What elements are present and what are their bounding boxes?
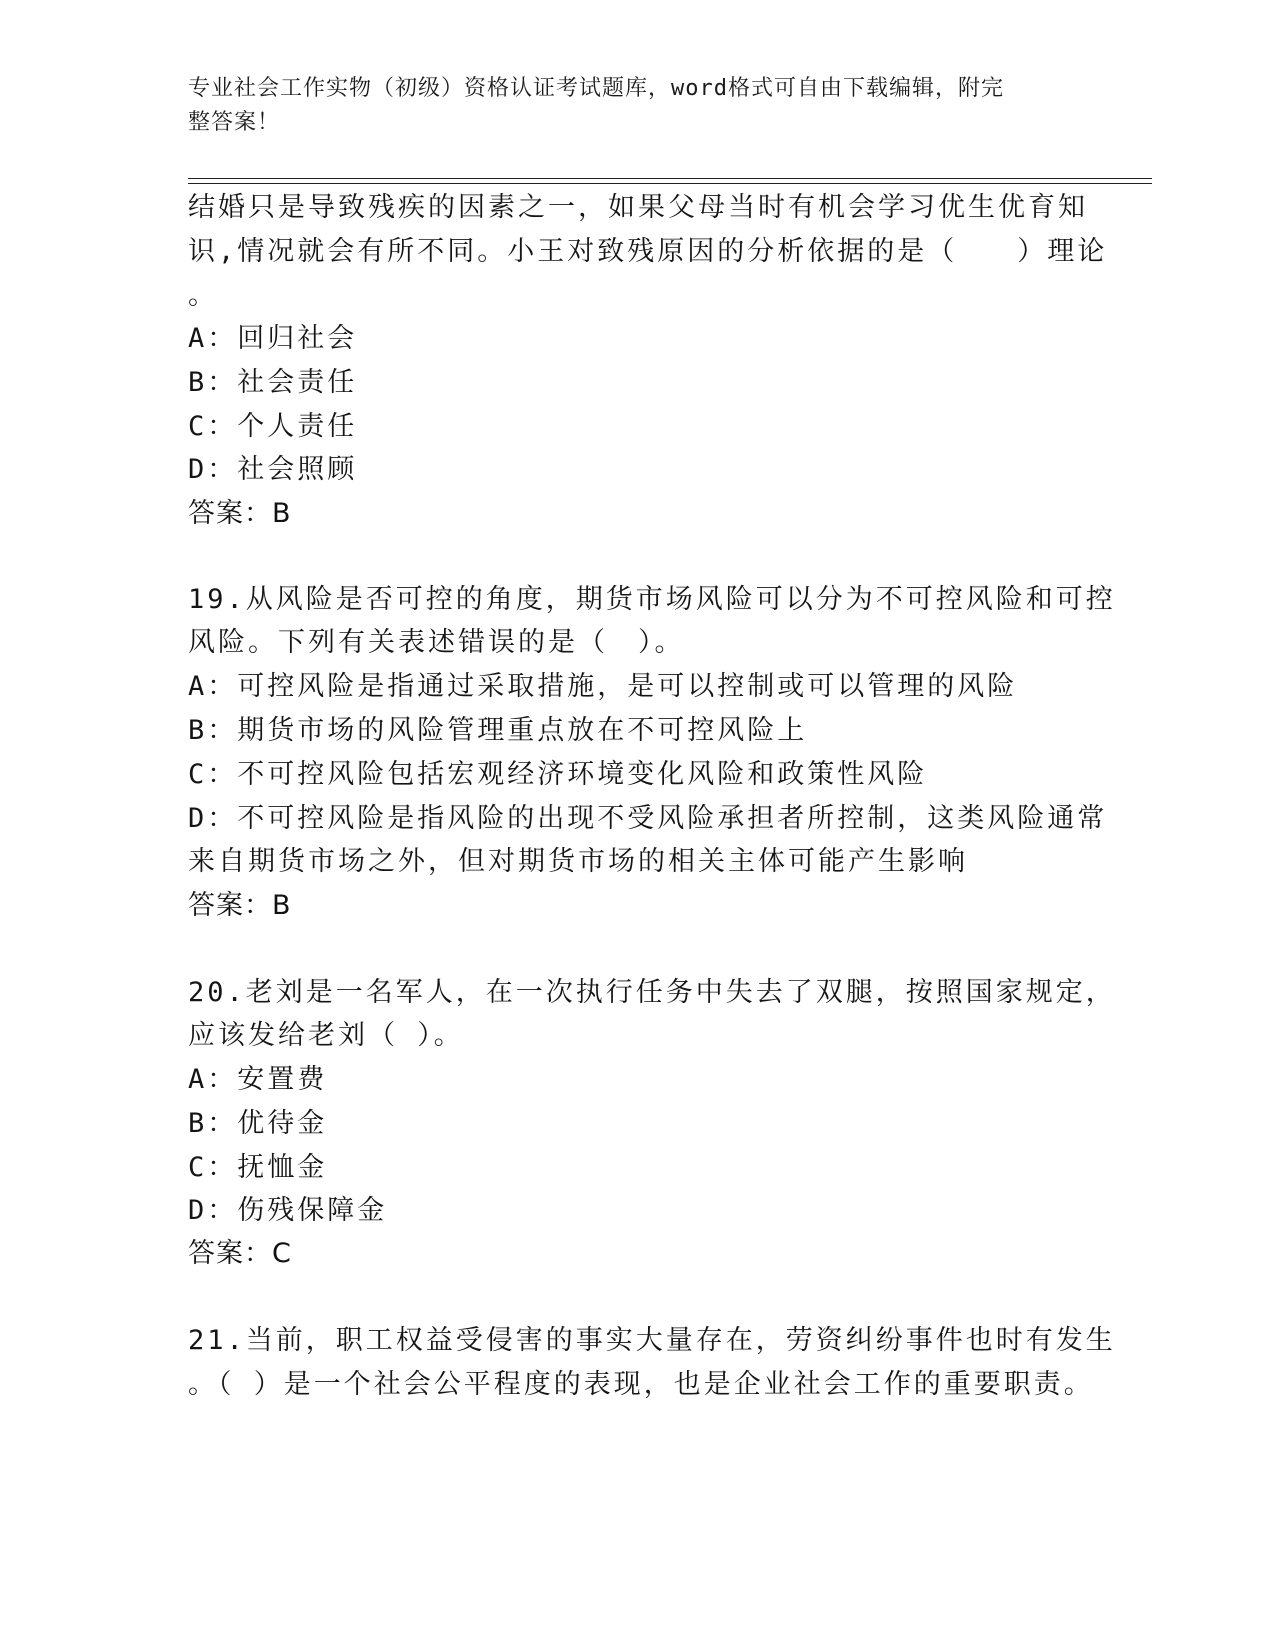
option-b: B：期货市场的风险管理重点放在不可控风险上 bbox=[188, 715, 808, 746]
question-text-line: 21.当前，职工权益受侵害的事实大量存在，劳资纠纷事件也时有发生 bbox=[188, 1325, 1116, 1356]
option-a: A：可控风险是指通过采取措施，是可以控制或可以管理的风险 bbox=[188, 671, 1018, 702]
option-d: D：伤残保障金 bbox=[188, 1195, 388, 1226]
header-line-2: 整答案！ bbox=[188, 110, 281, 135]
question-text-line: 风险。下列有关表述错误的是（ ）。 bbox=[188, 627, 685, 658]
option-c: C：抚恤金 bbox=[188, 1152, 328, 1183]
option-a: A：回归社会 bbox=[188, 323, 358, 354]
question-text-line: 结婚只是导致残疾的因素之一，如果父母当时有机会学习优生优育知 bbox=[188, 192, 1088, 223]
option-c: C：个人责任 bbox=[188, 411, 358, 442]
page-header bbox=[188, 72, 1088, 140]
header-divider-bottom bbox=[188, 183, 1152, 184]
question-text-line: 20.老刘是一名军人，在一次执行任务中失去了双腿，按照国家规定， bbox=[188, 977, 1116, 1008]
option-c: C：不可控风险包括宏观经济环境变化风险和政策性风险 bbox=[188, 759, 928, 790]
option-d: D：不可控风险是指风险的出现不受风险承担者所控制，这类风险通常 bbox=[188, 803, 1108, 834]
header-divider-top bbox=[188, 178, 1152, 179]
question-text-line: 识,情况就会有所不同。小王对致残原因的分析依据的是（ ）理论 bbox=[188, 236, 1108, 267]
option-b: B：社会责任 bbox=[188, 367, 358, 398]
answer-label: 答案：B bbox=[188, 498, 292, 529]
option-d-continued: 来自期货市场之外，但对期货市场的相关主体可能产生影响 bbox=[188, 846, 968, 877]
question-text-line: 应该发给老刘（ ）。 bbox=[188, 1020, 464, 1051]
option-a: A：安置费 bbox=[188, 1064, 328, 1095]
option-d: D：社会照顾 bbox=[188, 454, 358, 485]
header-line-1: 专业社会工作实物（初级）资格认证考试题库，word格式可自由下载编辑，附完 bbox=[188, 76, 1004, 101]
answer-label: 答案：C bbox=[188, 1238, 292, 1269]
question-text-line: 。 bbox=[188, 280, 218, 311]
option-b: B：优待金 bbox=[188, 1108, 328, 1139]
answer-label: 答案：B bbox=[188, 890, 292, 921]
question-text-line: 。（ ）是一个社会公平程度的表现，也是企业社会工作的重要职责。 bbox=[188, 1369, 1094, 1400]
question-text-line: 19.从风险是否可控的角度，期货市场风险可以分为不可控风险和可控 bbox=[188, 584, 1116, 615]
